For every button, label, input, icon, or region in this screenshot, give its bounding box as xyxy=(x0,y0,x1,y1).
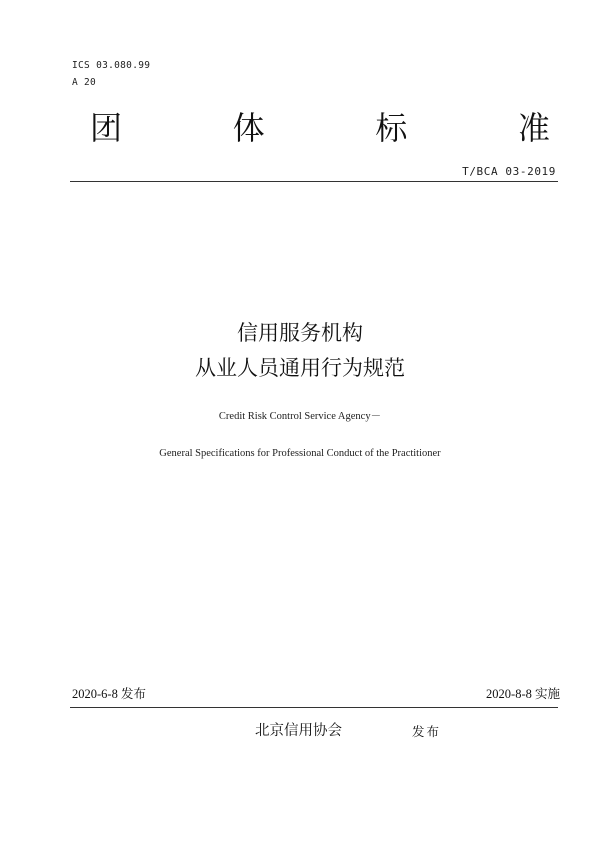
title-en-line-1: Credit Risk Control Service Agency－ xyxy=(218,411,382,422)
title-cn-line-2: 从业人员通用行为规范 xyxy=(195,356,405,380)
title-cn-line-1: 信用服务机构 xyxy=(237,321,363,345)
standard-number: T/BCA 03-2019 xyxy=(462,165,556,178)
standard-type-char-3: 标 xyxy=(375,109,408,147)
standard-type-heading xyxy=(90,108,550,148)
standard-type-char-2: 体 xyxy=(232,109,265,147)
standard-type-char-1: 团 xyxy=(90,109,123,147)
standard-type-char-4: 准 xyxy=(517,109,550,147)
publish-label: 发布 xyxy=(412,724,442,739)
release-date: 2020-6-8 发布 xyxy=(72,687,146,701)
ics-code: ICS 03.080.99 xyxy=(72,60,151,71)
top-divider xyxy=(70,181,558,182)
title-en-line-2: General Specifications for Professional Conduct of the Practitioner xyxy=(159,448,441,459)
ccs-code: A 20 xyxy=(72,77,97,88)
implementation-date: 2020-8-8 实施 xyxy=(486,687,560,701)
bottom-divider xyxy=(70,707,558,708)
publisher-name: 北京信用协会 xyxy=(255,723,342,739)
